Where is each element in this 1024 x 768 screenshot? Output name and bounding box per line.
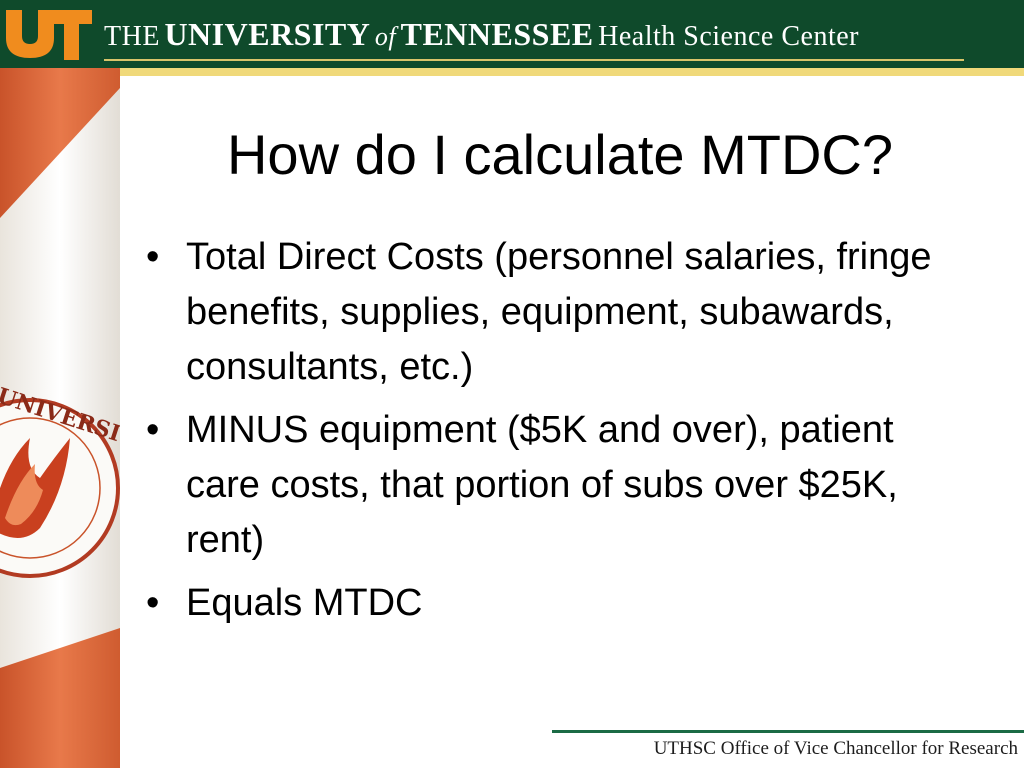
seal-lettering: UNIVERSITY (0, 382, 120, 458)
gold-divider (0, 68, 1024, 76)
bullet-text: Equals MTDC (186, 582, 423, 624)
header-banner (0, 0, 1024, 68)
header-title-of: of (374, 22, 397, 51)
header-title-university: UNIVERSITY (164, 16, 371, 52)
ut-logo (2, 6, 94, 62)
header-rule (104, 59, 964, 61)
header-title-tennessee: TENNESSEE (400, 16, 594, 52)
bullet-item (146, 576, 976, 631)
university-flag-image (0, 68, 120, 768)
bullet-marker: • (146, 236, 160, 278)
header-title-the: THE (104, 21, 160, 52)
bullet-text: MINUS equipment ($5K and over), patient care costs, that portion of subs over $25K, rent) (186, 409, 898, 561)
header-title (104, 16, 859, 53)
slide-title: How do I calculate MTDC? (226, 123, 893, 186)
footer-text: UTHSC Office of Vice Chancellor for Research (653, 738, 1018, 759)
bullet-list (146, 230, 976, 639)
bullet-text: Total Direct Costs (personnel salaries, fringe benefits, supplies, equipment, subawards, consultants, etc.) (186, 236, 932, 388)
footer-rule (552, 730, 1024, 733)
bullet-item (146, 230, 976, 395)
bullet-marker: • (146, 409, 160, 451)
bullet-item (146, 403, 976, 568)
header-title-hsc: Health Science Center (598, 21, 859, 52)
bullet-marker: • (146, 582, 160, 624)
